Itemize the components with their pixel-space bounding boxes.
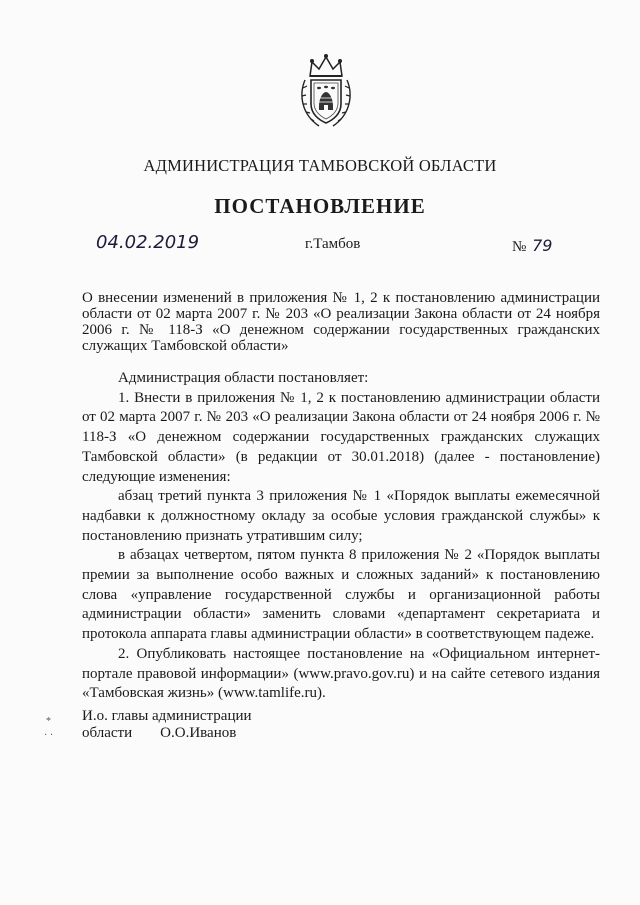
body-paragraph-2: абзац третий пункта 3 приложения № 1 «Порядок выплаты ежемесячной надбавки к должностному окладу за особые условия гражданской службы» к постановлению признать утратившим силу; — [82, 488, 600, 544]
document-type-title: ПОСТАНОВЛЕНИЕ — [214, 194, 426, 218]
signatory-name: О.О.Иванов — [160, 725, 237, 741]
document-city: г.Тамбов — [305, 236, 361, 252]
body-paragraph-3: в абзацах четвертом, пятом пункта 8 приложения № 2 «Порядок выплаты премии за выполнение особо важных и сложных заданий» к постановлению слова «управление государственной службы и организационной работы администрации области» заменить словами «департамент секретариата и протокола аппарата главы администрации области» в соответствующем падеже. — [82, 547, 600, 643]
signatory-position-line2 — [82, 725, 252, 742]
signatory-position: И.о. главы администрации — [82, 708, 252, 724]
body-intro: Администрация области постановляет: — [118, 370, 369, 386]
body-paragraph-4: 2. Опубликовать настоящее постановление на «Официальном интернет-портале правовой информации» (www.pravo.gov.ru) и на сайте сетевого издания «Тамбовская жизнь» (www.tamlife.ru). — [82, 645, 600, 702]
margin-mark: · · — [44, 730, 54, 741]
margin-mark: * — [46, 716, 51, 727]
number-value: 79 — [532, 236, 553, 255]
document-body — [82, 369, 600, 704]
body-paragraph-1: 1. Внести в приложения № 1, 2 к постановлению администрации области от 02 марта 2007 г. № 203 «О реализации Закона области от 24 ноября 2006 г. № 118-З «О денежном содержании государственных гражданских служащих Тамбовской области» (в редакции от 30.01.2018) (далее - постановление) следующие изменения: — [82, 389, 600, 485]
coat-of-arms-emblem-icon — [297, 52, 355, 130]
document-number — [512, 236, 552, 256]
signature-block — [82, 708, 252, 742]
organization-name: АДМИНИСТРАЦИЯ ТАМБОВСКОЙ ОБЛАСТИ — [143, 156, 497, 175]
document-subject: О внесении изменений в приложения № 1, 2 к постановлению администрации области от 02 марта 2007 г. № 203 «О реализации Закона области от 24 ноября 2006 г. № 118-З «О денежном содержании государственных гражданских служащих Тамбовской области» — [82, 290, 600, 354]
document-date: 04.02.2019 — [96, 232, 200, 253]
number-prefix: № — [512, 239, 527, 255]
signatory-region: области — [82, 725, 133, 741]
